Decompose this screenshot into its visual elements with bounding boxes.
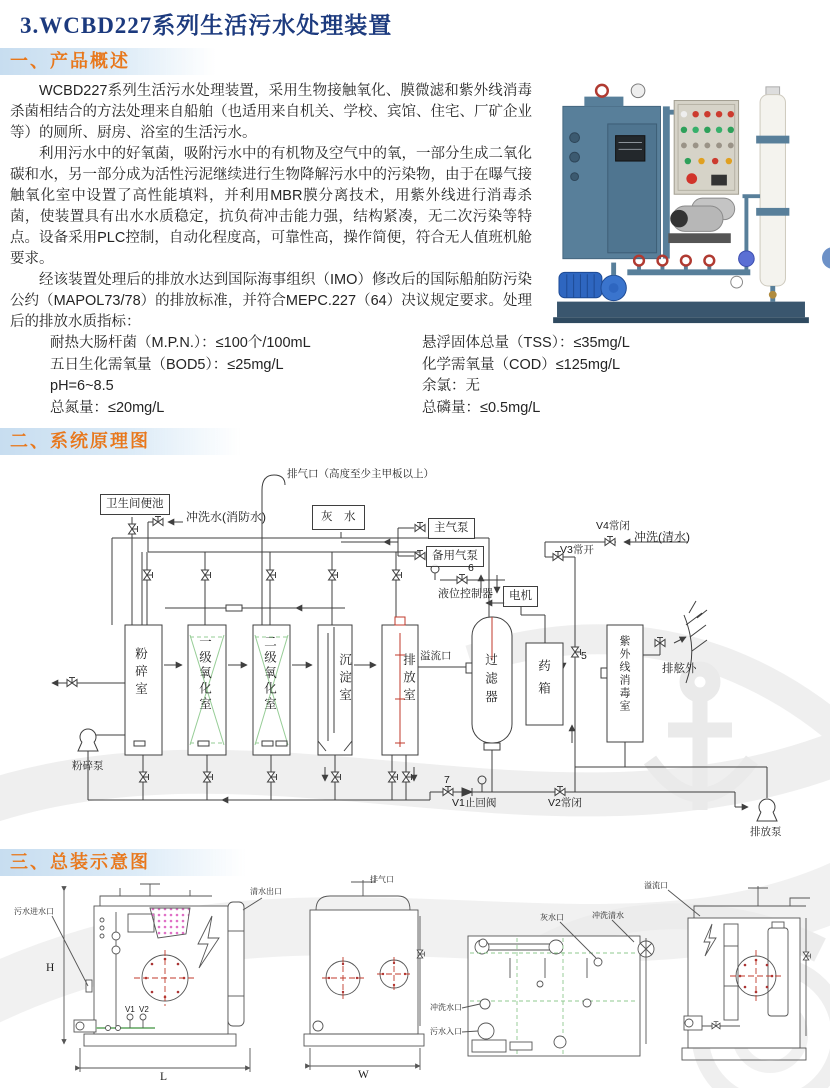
tank3-label: 二级氧化室 <box>262 634 277 713</box>
dim-h-label: H <box>46 961 55 974</box>
spec-mpn: 耐热大肠杆菌（M.P.N.）：≤100个/100mL <box>50 334 311 351</box>
spec-ph: pH=6~8.5 <box>50 378 114 395</box>
overview-paragraph-3: 经该装置处理后的排放水达到国际海事组织（IMO）修改后的国际船舶防污染公约（MAPOL73/78）的排放标准，并符合MEPC.227（64）决议规定要求。处理后的排放水质指标： <box>10 271 532 330</box>
page-title: 3.WCBD227系列生活污水处理装置 <box>20 13 393 38</box>
machine-base <box>557 301 805 317</box>
tank2-label: 一级氧化室 <box>197 634 212 713</box>
dim-w-label: W <box>358 1068 369 1081</box>
chem-box-label: 药箱 <box>536 658 551 704</box>
overboard-label: 排舷外 <box>662 662 697 675</box>
v1-label: V1止回阀 <box>452 796 497 809</box>
crush-pump-symbol <box>78 729 98 751</box>
filter-label: 过滤器 <box>483 652 498 709</box>
pressure-gauge <box>631 84 645 98</box>
level-controller-label: 液位控制器 <box>438 587 493 600</box>
section-bar-overview <box>0 48 215 75</box>
num5-label: 5 <box>581 649 587 662</box>
v2-mark: V2 <box>139 1004 149 1014</box>
membrane-module <box>760 94 785 285</box>
section-heading-schematic: 二、系统原理图 <box>10 430 150 451</box>
spec-bod5: 五日生化需氧量（BOD5）：≤25mg/L <box>50 356 284 373</box>
uv-room-label: 紫外线消毒室 <box>618 634 630 713</box>
spec-list <box>10 333 820 420</box>
spec-nitrogen: 总氮量：≤20mg/L <box>50 400 165 417</box>
section-bar-schematic <box>0 428 240 455</box>
emergency-button <box>686 173 697 184</box>
overview-paragraph-1: WCBD227系列生活污水处理装置，采用生物接触氧化、膜微滤和紫外线消毒杀菌相结合的方法处理来自船舶（也适用来自机关、学校、宾馆、住宅、厂矿企业等）的厕所、厨房、浴室的生活污水。 <box>10 82 532 141</box>
section-heading-assembly: 三、总装示意图 <box>10 851 150 872</box>
gray-water-box: 灰 水 <box>312 505 365 531</box>
v2-label: V2常闭 <box>548 796 582 809</box>
gray-water-port-label: 灰水口 <box>540 912 564 922</box>
v4-label: V4常闭 <box>596 519 630 532</box>
section-bar-assembly <box>0 849 245 876</box>
spec-phosphorus: 总磷量：≤0.5mg/L <box>422 400 541 417</box>
vent-port-label: 排气口 <box>370 874 394 884</box>
num6-label: 6 <box>468 561 474 574</box>
flush-clean-water-label: 冲洗清水 <box>592 910 624 920</box>
tank1-label: 粉碎室 <box>133 646 148 700</box>
assembly-drawing <box>0 876 830 1088</box>
flush-water-port-label: 冲洗水口 <box>430 1002 462 1012</box>
num7-label: 7 <box>444 773 450 786</box>
overflow-port-label: 溢流口 <box>644 880 668 890</box>
toilet-box: 卫生间便池 <box>100 494 170 516</box>
flush-water-label: 冲洗水(消防水) <box>186 509 266 524</box>
spec-chlorine: 余氯：无 <box>422 378 480 395</box>
spec-tss: 悬浮固体总量（TSS）：≤35mg/L <box>422 334 630 351</box>
overflow-label: 溢流口 <box>420 649 452 662</box>
system-schematic <box>0 455 830 841</box>
backup-air-pump-box: 备用气泵 <box>426 546 484 568</box>
flush-clean-label: 冲洗(清水) <box>634 529 690 544</box>
tank5-label: 排放室 <box>401 652 416 706</box>
sewage-inlet-port-label: 污水进水口 <box>14 906 54 916</box>
assembly-drawings <box>0 876 830 1088</box>
crush-pump-label: 粉碎泵 <box>72 759 104 772</box>
section-heading-overview: 一、产品概述 <box>10 50 130 71</box>
sewage-inlet-label: 污水入口 <box>430 1026 462 1036</box>
overview-section <box>0 75 830 420</box>
discharge-pump-symbol <box>757 799 777 821</box>
clean-water-outlet-label: 清水出口 <box>250 886 282 896</box>
main-air-pump-box: 主气泵 <box>428 518 475 540</box>
overview-paragraph-2: 利用污水中的好氧菌，吸附污水中的有机物及空气中的氧，一部分生成二氧化碳和水，另一部分成为活性污泥继续进行生物降解污水中的污染物，由于在曝气接触氧化室中设置了高性能填料，并利用MBR膜分离技术，用紫外线进行消毒杀菌，使装置具有出水水质稳定，抗负荷冲击能力强，结构紧凑，无二次污染等特点。设备采用PLC控制，自动化程度高，可靠性高，操作简便，符合无人值班机舱要求。 <box>10 145 532 267</box>
discharge-pump-label: 排放泵 <box>750 825 782 838</box>
motor-box: 电机 <box>503 586 538 608</box>
v3-label: V3常开 <box>560 543 594 556</box>
vent-label: 排气口（高度至少主甲板以上） <box>287 467 434 480</box>
spec-cod: 化学需氧量（COD）≤125mg/L <box>422 356 621 373</box>
tank4-label: 沉淀室 <box>337 652 352 706</box>
dim-l-label: L <box>160 1070 168 1083</box>
product-photo <box>542 81 820 327</box>
v1-mark: V1 <box>125 1004 135 1014</box>
